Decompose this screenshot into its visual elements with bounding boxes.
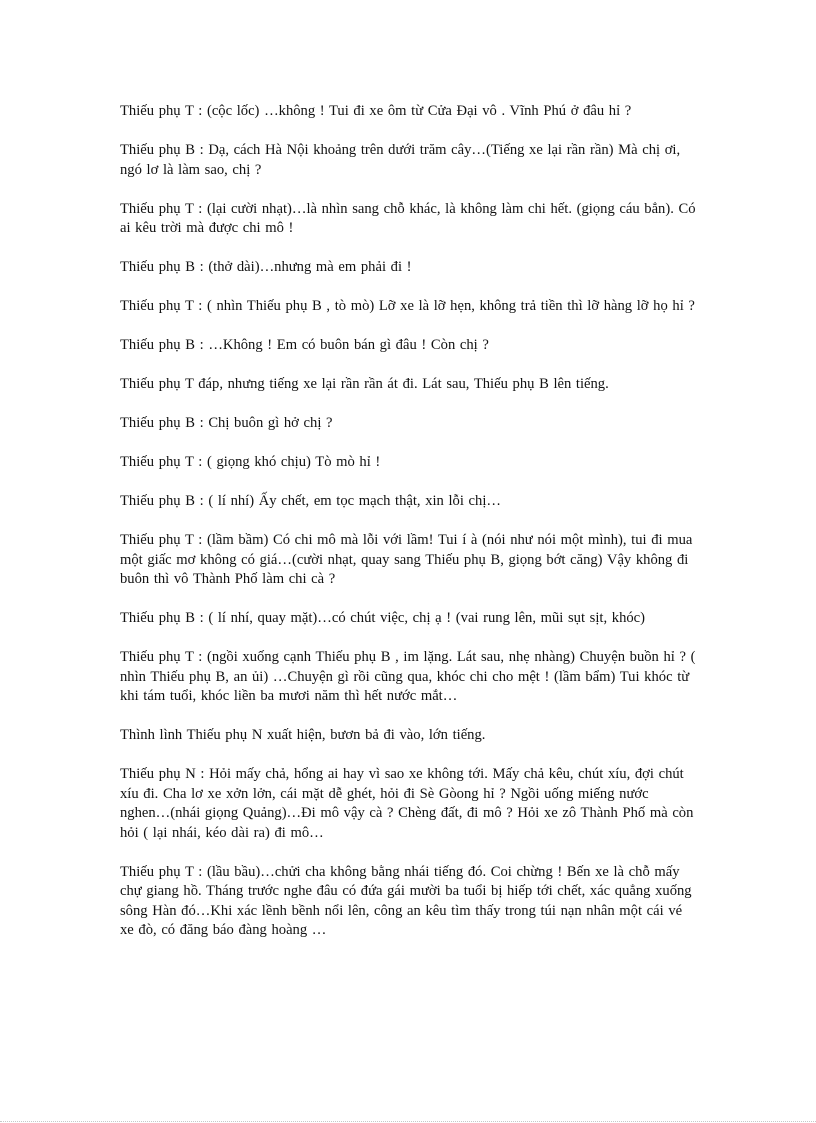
paragraph: Thiếu phụ T : (lại cười nhạt)…là nhìn sang chỗ khác, là không làm chi hết. (giọng cáu bẳn). Có ai kêu trời mà được chi mô ! [120,200,696,236]
paragraph: Thình lình Thiếu phụ N xuất hiện, bươn bả đi vào, lớn tiếng. [120,727,486,743]
paragraph: Thiếu phụ T : ( nhìn Thiếu phụ B , tò mò) Lỡ xe là lỡ hẹn, không trả tiền thì lỡ hàng lỡ họ hỉ ? [120,298,695,314]
paragraph: Thiếu phụ B : (thở dài)…nhưng mà em phải đi ! [120,259,412,275]
paragraph: Thiếu phụ T : (ngồi xuống cạnh Thiếu phụ B , im lặng. Lát sau, nhẹ nhàng) Chuyện buồn hỉ ? ( nhìn Thiếu phụ B, an ủi) …Chuyện gì rồi cũng qua, khóc chi cho mệt ! (lầm bẩm) Tui khóc từ khi tám tuổi, khóc liền ba mươi năm thì hết nước mắt… [120,649,696,704]
paragraph: Thiếu phụ B : Chị buôn gì hở chị ? [120,415,333,431]
page-bottom-divider [0,1121,816,1122]
paragraph: Thiếu phụ B : …Không ! Em có buôn bán gì đâu ! Còn chị ? [120,337,489,353]
paragraph: Thiếu phụ T : (lầu bầu)…chửi cha không bằng nhái tiếng đó. Coi chừng ! Bến xe là chỗ mấy chự giang hồ. Tháng trước nghe đâu có đứa gái mười ba tuổi bị hiếp tới chết, xác quẳng xuống sông Hàn đó…Khi xác lềnh bềnh nổi lên, công an kêu tìm thấy trong túi nạn nhân một cái vé xe đò, có đăng báo đàng hoàng … [120,863,692,938]
paragraph: Thiếu phụ T : (lầm bầm) Có chi mô mà lỗi với lầm! Tui í à (nói như nói một mình), tui đi mua một giấc mơ không có giá…(cười nhạt, quay sang Thiếu phụ B, giọng bớt căng) Vậy không đi buôn thì vô Thành Phố làm chi cà ? [120,532,693,587]
paragraph: Thiếu phụ B : Dạ, cách Hà Nội khoảng trên dưới trăm cây…(Tiếng xe lại rần rần) Mà chị ơi, ngó lơ là làm sao, chị ? [120,142,681,178]
paragraph: Thiếu phụ T : (cộc lốc) …không ! Tui đi xe ôm từ Cửa Đại vô . Vĩnh Phú ở đâu hỉ ? [120,103,632,119]
document-body [120,102,698,960]
paragraph: Thiếu phụ N : Hỏi mấy chả, hổng ai hay vì sao xe không tới. Mấy chả kêu, chút xíu, đợi chút xíu đi. Cha lơ xe xởn lởn, cái mặt dễ ghét, hỏi đi Sè Gòong hỉ ? Ngồi uống miếng nước nghen…(nhái giọng Quảng)…Đi mô vậy cà ? Chèng đất, đi mô ? Hỏi xe zô Thành Phố mà còn hỏi ( lại nhái, kéo dài ra) đi mô… [120,766,694,841]
paragraph: Thiếu phụ T đáp, nhưng tiếng xe lại rần rần át đi. Lát sau, Thiếu phụ B lên tiếng. [120,376,609,392]
paragraph: Thiếu phụ B : ( lí nhí) Ấy chết, em tọc mạch thật, xin lỗi chị… [120,493,501,509]
paragraph: Thiếu phụ B : ( lí nhí, quay mặt)…có chút việc, chị ạ ! (vai rung lên, mũi sụt sịt, khóc) [120,610,645,626]
paragraph: Thiếu phụ T : ( giọng khó chịu) Tò mò hỉ ! [120,454,381,470]
